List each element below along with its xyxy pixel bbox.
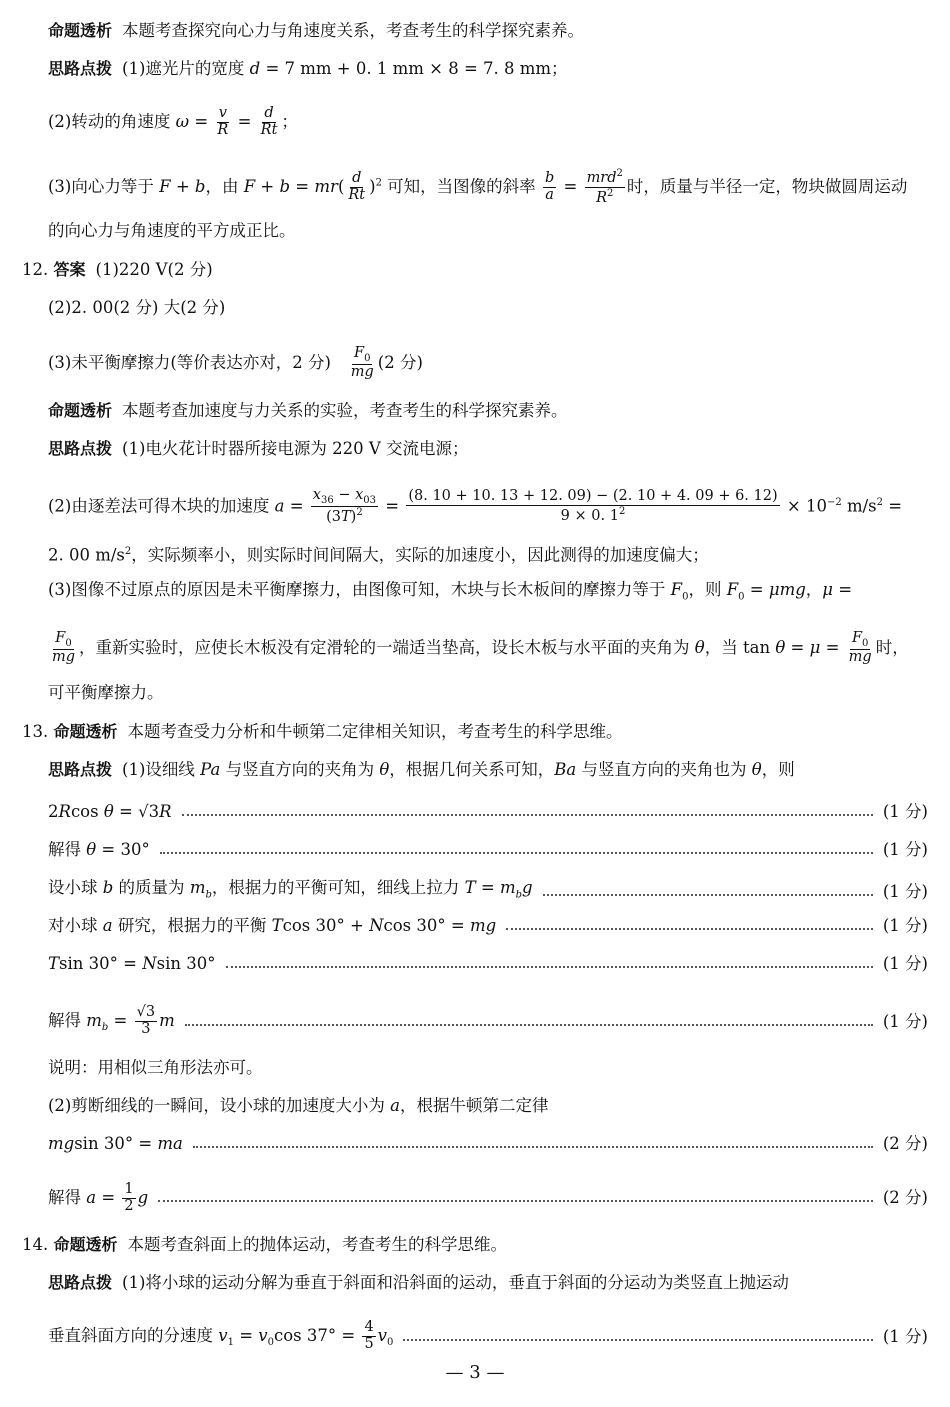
p13-eq-1: 2Rcos θ = √3R (1 分): [48, 802, 928, 821]
p13-eq-8: 解得 a = $\frac{1}{2}$ g (2 分): [48, 1181, 928, 1214]
p12-tips-3b: $\frac{F_0}{mg}$ ，重新实验时，应使长木板没有定滑轮的一端适当垫高，设长木板与水平面的夹角为 θ，当 tan θ = μ = $\frac{F_0}{mg}$ 时，: [52, 630, 909, 665]
p12-tips-1: 思路点拨 (1)电火花计时器所接电源为 220 V 交流电源；: [48, 439, 469, 458]
p14-eq-1: 垂直斜面方向的分速度 $v_1 = v_0\cos$ 37° = $\frac{4}{5}$ $v_0$ (1 分): [48, 1319, 928, 1352]
p13-tips-1: 思路点拨 (1)设细线 Pa 与竖直方向的夹角为 θ，根据几何关系可知，Ba 与竖直方向的夹角也为 θ，则: [48, 760, 795, 779]
p13-eq-6: 解得 $m_b$ = $\frac{√3}{3}$ m (1 分): [48, 1004, 928, 1037]
p13-eq-2: 解得 θ = 30° (1 分): [48, 840, 928, 859]
p13-analysis: 13. 命题透析 本题考查受力分析和牛顿第二定律相关知识，考查考生的科学思维。: [22, 722, 623, 741]
p13-eq-4: 对小球 a 研究，根据力的平衡 Tcos 30° + Ncos 30° = mg (1 分): [48, 916, 928, 935]
p13-eq-7: mgsin 30° = ma (2 分): [48, 1134, 928, 1153]
p13-tips-2: (2)剪断细线的一瞬间，设小球的加速度大小为 a，根据牛顿第二定律: [48, 1096, 549, 1115]
p12-tips-2b: 2. 00 $m/s^2$，实际频率小，则实际时间间隔大，实际的加速度小，因此测得的加速度偏大；: [48, 545, 709, 565]
p12-tips-3c: 可平衡摩擦力。: [48, 683, 164, 702]
p13-note: 说明：用相似三角形法亦可。: [48, 1058, 263, 1077]
p11-tips-3b: 的向心力与角速度的平方成正比。: [48, 221, 296, 240]
p13-eq-3: 设小球 b 的质量为 $m_b$，根据力的平衡可知，细线上拉力 $T = m_bg$ (1 分): [48, 878, 928, 901]
p12-analysis: 命题透析 本题考查加速度与力关系的实验，考查考生的科学探究素养。: [48, 401, 568, 420]
p11-tips-2: (2)转动的角速度 ω = $\frac{v}{R}$ = $\frac{d}{Rt}$ ；: [48, 105, 298, 138]
p11-tips-3: (3)向心力等于 F + b，由 F + b = mr( $\frac{d}{Rt}$ )$^2$ 可知，当图像的斜率 $\frac{b}{a}$ = $\frac{mrd^2}{R^2}$ 时，质量与半径一定，物块做圆周运动: [48, 168, 908, 206]
page-number: — 3 —: [445, 1362, 505, 1383]
p11-tips-1: 思路点拨 (1)遮光片的宽度 d = 7 mm + 0. 1 mm × 8 = 7. 8 mm；: [48, 59, 568, 78]
p12-answer-3: (3)未平衡摩擦力(等价表达亦对，2 分) $\frac{F_0}{mg}$ (2 分): [48, 345, 423, 380]
p14-tips-1: 思路点拨 (1)将小球的运动分解为垂直于斜面和沿斜面的运动，垂直于斜面的分运动为类竖直上抛运动: [48, 1273, 789, 1292]
p12-tips-2: (2)由逐差法可得木块的加速度 a = $\frac{x_{36} - x_{03}}{(3T)^2}$ = $\frac{(8. 10 + 10. 13 + 12. 09) - (2. 10 + 4. 09 + 6. 12)}{9 \times 0. 1^2}$ × $10^{-2}$ $m/s^2$ =: [48, 487, 903, 525]
p13-eq-5: Tsin 30° = Nsin 30° (1 分): [48, 954, 928, 973]
p12-answer-2: (2)2. 00(2 分) 大(2 分): [48, 298, 226, 317]
p12-tips-3: (3)图像不过原点的原因是未平衡摩擦力，由图像可知，木块与长木板间的摩擦力等于 $F_0$，则 $F_0 = \mu mg$，μ =: [48, 580, 853, 603]
p12-answer-1: 12. 答案 (1)220 V(2 分): [22, 260, 213, 279]
p11-analysis: 命题透析 本题考查探究向心力与角速度关系，考查考生的科学探究素养。: [48, 21, 585, 40]
p14-analysis: 14. 命题透析 本题考查斜面上的抛体运动，考查考生的科学思维。: [22, 1235, 508, 1254]
